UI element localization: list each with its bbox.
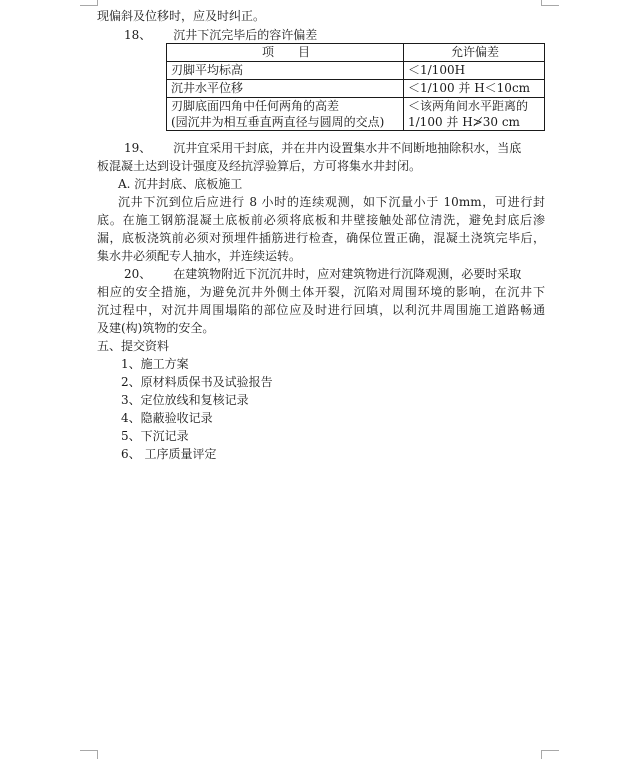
text-line: 相应的安全措施，为避免沉井外侧土体开裂，沉陷对周围环境的影响，在沉井下 [97, 285, 545, 299]
text-line: 底。在施工钢筋混凝土底板前必须将底板和井壁接触处部位清洗，避免封底后渗 [97, 213, 545, 227]
table-row [167, 62, 545, 80]
table-cell-line: (园沉井为相互垂直两直径与圆周的交点) [171, 115, 385, 129]
crop-mark-top-right-v [541, 0, 542, 6]
item-19-heading [124, 141, 521, 156]
text-line: 沉过程中，对沉井周围塌陷的部位应及时进行回填，以利沉井周围施工道路畅通 [97, 303, 545, 317]
table-row [167, 98, 545, 131]
text-line: 漏，底板浇筑前必须对预埋件插筋进行检查，确保位置正确，混凝土浇筑完毕后， [97, 231, 545, 245]
list-item: 1、施工方案 [121, 357, 189, 371]
text-line: 沉井下沉到位后应进行 8 小时的连续观测，如下沉量小于 10mm，可进行封 [118, 195, 545, 209]
list-item: 3、定位放线和复核记录 [121, 393, 249, 407]
item-20-text: 在建筑物附近下沉沉井时，应对建筑物进行沉降观测，必要时采取 [173, 267, 522, 281]
table-header-item: 项 目 [167, 44, 404, 62]
section-heading: 五、提交资料 [97, 339, 170, 353]
crop-mark-top-left-v [97, 0, 98, 6]
table-row [167, 80, 545, 98]
table-cell [404, 98, 545, 131]
table-cell: 刃脚平均标高 [167, 62, 404, 80]
table-cell-line: 刃脚底面四角中任何两角的高差 [171, 99, 340, 113]
text-line: 现偏斜及位移时，应及时纠正。 [97, 9, 266, 23]
crop-mark-top-right-h [541, 5, 559, 6]
table-cell [167, 98, 404, 131]
item-18-text: 沉井下沉完毕后的容许偏差 [173, 28, 318, 42]
crop-mark-bottom-right-v [541, 750, 542, 759]
item-20-number: 20、 [124, 267, 152, 281]
list-item: 4、隐蔽验收记录 [121, 411, 213, 425]
table-header-row [167, 44, 545, 62]
table-header-tolerance: 允许偏差 [404, 44, 545, 62]
item-19-text: 沉井宜采用干封底，并在井内设置集水井不间断地抽除积水，当底 [173, 141, 522, 155]
crop-mark-bottom-left-h [80, 750, 98, 751]
item-18-heading [124, 28, 317, 43]
list-item: 6、 工序质量评定 [121, 447, 217, 461]
table-cell-line: ＜该两角间水平距离的 [408, 99, 529, 113]
table-cell: 沉井水平位移 [167, 80, 404, 98]
text-line: 及建(构)筑物的安全。 [97, 321, 215, 335]
list-item: 5、下沉记录 [121, 429, 189, 443]
item-19-number: 19、 [124, 141, 152, 155]
list-item: 2、原材料质保书及试验报告 [121, 375, 273, 389]
text-line: 板混凝土达到设计强度及经抗浮验算后，方可将集水井封闭。 [97, 159, 422, 173]
text-line: 集水井必须配专人抽水，并连续运转。 [97, 249, 302, 263]
item-20-heading [124, 267, 521, 282]
crop-mark-bottom-right-h [541, 750, 559, 751]
table-cell-line: 1/100 并 H≯30 cm [408, 115, 520, 129]
table-cell: ＜1/100 并 H＜10cm [404, 80, 545, 98]
crop-mark-top-left-h [80, 5, 98, 6]
item-18-number: 18、 [124, 28, 152, 42]
subsection-heading: A. 沉井封底、底板施工 [118, 177, 243, 191]
crop-mark-bottom-left-v [97, 750, 98, 759]
tolerance-table [166, 43, 545, 131]
table-cell: ＜1/100H [404, 62, 545, 80]
